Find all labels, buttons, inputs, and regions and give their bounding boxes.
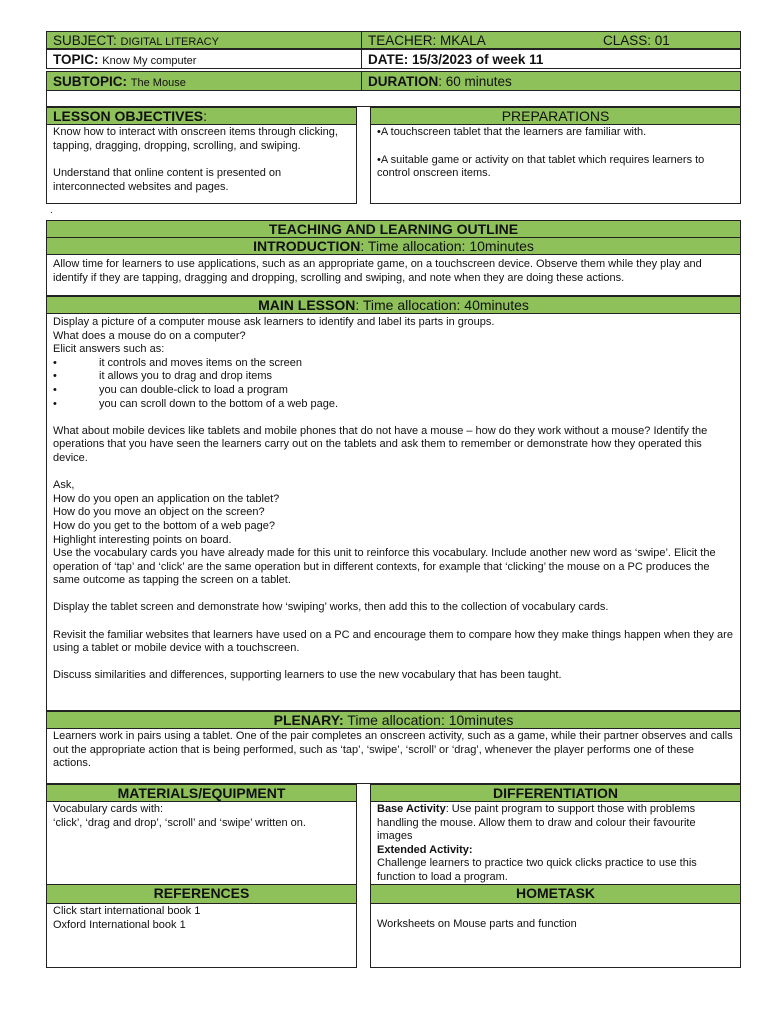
- objectives-body: [46, 124, 357, 204]
- question-3: How do you get to the bottom of a web page?: [53, 519, 275, 532]
- duration-label: DURATION: [368, 74, 439, 89]
- introduction-time: : Time allocation: 10minutes: [360, 238, 534, 254]
- duration-cell: [361, 71, 741, 91]
- materials-line-1: Vocabulary cards with:: [53, 803, 164, 815]
- introduction-label: INTRODUCTION: [253, 238, 361, 254]
- differentiation-title: DIFFERENTIATION: [370, 784, 741, 802]
- bullet-item: [53, 370, 734, 384]
- date-value: 15/3/2023 of week 11: [412, 52, 544, 67]
- objective-1: Know how to interact with onscreen items through clicking, tapping, dragging, dropping, scrolling, and swiping.: [53, 126, 338, 152]
- differentiation-body: [370, 801, 741, 885]
- subtopic-value: The Mouse: [130, 77, 186, 89]
- header-spacer: [46, 91, 741, 107]
- extended-activity-label: Extended Activity:: [377, 843, 473, 856]
- bullet-dot: •: [53, 383, 57, 396]
- bullet-item: [53, 384, 734, 398]
- bullet-text: it allows you to drag and drop items: [99, 370, 273, 383]
- plenary-time: Time allocation: 10minutes: [343, 712, 514, 728]
- teacher-name: TEACHER: MKALA: [368, 33, 486, 48]
- introduction-header: [46, 237, 741, 255]
- hometask-title: HOMETASK: [370, 884, 741, 904]
- main-lesson-body: [46, 313, 741, 711]
- subtopic-cell: [46, 71, 362, 91]
- bullet-dot: •: [53, 397, 57, 410]
- bullet-text: it controls and moves items on the screen: [99, 356, 302, 369]
- objectives-colon: :: [203, 108, 208, 124]
- date-cell: [361, 49, 741, 69]
- plenary-body: Learners work in pairs using a tablet. One of the pair completes an onscreen activity, such as a game, while their partner observes and calls out the appropriate action that is being performed, such as ‘tap’, ‘swipe’, ‘scroll’ or ‘drag’, whenever the player performs one of these actions.: [46, 728, 741, 784]
- bullet-dot: •: [53, 356, 57, 369]
- plenary-header: [46, 711, 741, 729]
- teacher-class-cell: [361, 31, 741, 49]
- display-paragraph: Display the tablet screen and demonstrate how ‘swiping’ works, then add this to the collection of vocabulary cards.: [53, 601, 609, 614]
- vocabulary-paragraph: Use the vocabulary cards you have already made for this unit to reinforce this vocabulary. Include another new word as ‘swipe’. Elicit the operation of ‘tap’ and ‘click’ are the same operation but in different contexts, for example that ‘clicking’ the mouse on a PC produces the same outcome as tapping the screen on a tablet.: [53, 547, 716, 587]
- extended-activity-text: Challenge learners to practice two quick clicks practice to use this function to load a program.: [377, 857, 697, 883]
- topic-cell: [46, 49, 362, 69]
- objectives-title: [46, 107, 357, 125]
- base-activity-label: Base Activity: [377, 803, 446, 815]
- bullet-text: you can scroll down to the bottom of a web page.: [99, 397, 339, 410]
- discuss-paragraph: Discuss similarities and differences, supporting learners to use the new vocabulary that has been taught.: [53, 669, 562, 682]
- hometask-body: Worksheets on Mouse parts and function: [370, 903, 741, 968]
- preparations-body: [370, 124, 741, 204]
- bullet-dot: •: [53, 370, 57, 383]
- materials-title: MATERIALS/EQUIPMENT: [46, 784, 357, 802]
- topic-value: Know My computer: [102, 55, 197, 67]
- main-line-3: Elicit answers such as:: [53, 343, 165, 356]
- question-1: How do you open an application on the tablet?: [53, 492, 280, 505]
- objective-2: Understand that online content is presented on interconnected websites and pages.: [53, 167, 282, 193]
- main-lesson-header: [46, 296, 741, 314]
- highlight-line: Highlight interesting points on board.: [53, 533, 232, 546]
- mobile-devices-paragraph: What about mobile devices like tablets and mobile phones that do not have a mouse – how do they work without a mouse? Identify the operations that you have seen the learners carry out on the tablets and ask them to remember or demonstrate how they operated this device.: [53, 424, 708, 464]
- bullet-item: [53, 398, 734, 412]
- question-2: How do you move an object on the screen?: [53, 506, 265, 519]
- bullet-item: [53, 357, 734, 371]
- main-line-2: What does a mouse do on a computer?: [53, 329, 246, 342]
- subject-value: DIGITAL LITERACY: [120, 36, 219, 48]
- subject-label: SUBJECT:: [53, 33, 117, 48]
- topic-label: TOPIC:: [53, 52, 99, 67]
- objectives-title-text: LESSON OBJECTIVES: [53, 108, 204, 124]
- main-line-1: Display a picture of a computer mouse ask learners to identify and label its parts in groups.: [53, 316, 495, 328]
- reference-1: Click start international book 1: [53, 905, 201, 917]
- duration-value: : 60 minutes: [438, 74, 512, 89]
- references-title: REFERENCES: [46, 884, 357, 904]
- stray-dot: .: [50, 205, 53, 216]
- date-label: DATE:: [368, 52, 409, 67]
- subject-cell: [46, 31, 362, 49]
- revisit-paragraph: Revisit the familiar websites that learners have used on a PC and encourage them to compare how they make things happen when they are using a tablet or mobile device with a touchscreen.: [53, 628, 733, 655]
- subtopic-label: SUBTOPIC:: [53, 74, 128, 89]
- materials-body: [46, 801, 357, 885]
- preparations-title: PREPARATIONS: [370, 107, 741, 125]
- plenary-label: PLENARY:: [273, 712, 344, 728]
- main-lesson-label: MAIN LESSON: [258, 297, 356, 313]
- ask-line: Ask,: [53, 479, 75, 492]
- base-activity-text: : Use paint program to support those with problems handling the mouse. Allow them to draw and colour their favourite images: [377, 803, 696, 843]
- bullet-text: you can double-click to load a program: [99, 383, 288, 396]
- introduction-body: Allow time for learners to use applications, such as an appropriate game, on a touchscreen device. Observe them while they play and identify if they are tapping, dragging and dropping, scrolling and swiping, and note when they are doing these actions.: [46, 254, 741, 296]
- outline-title: TEACHING AND LEARNING OUTLINE: [46, 220, 741, 238]
- references-body: [46, 903, 357, 968]
- main-lesson-time: : Time allocation: 40minutes: [355, 297, 529, 313]
- preparation-1: •A touchscreen tablet that the learners are familiar with.: [377, 126, 647, 138]
- materials-line-2: ‘click’, ‘drag and drop’, ‘scroll’ and ‘swipe’ written on.: [53, 816, 306, 829]
- base-activity: [377, 803, 734, 844]
- preparation-2: •A suitable game or activity on that tablet which requires learners to control onscreen items.: [377, 153, 705, 180]
- reference-2: Oxford International book 1: [53, 918, 186, 931]
- class-number: CLASS: 01: [603, 33, 670, 48]
